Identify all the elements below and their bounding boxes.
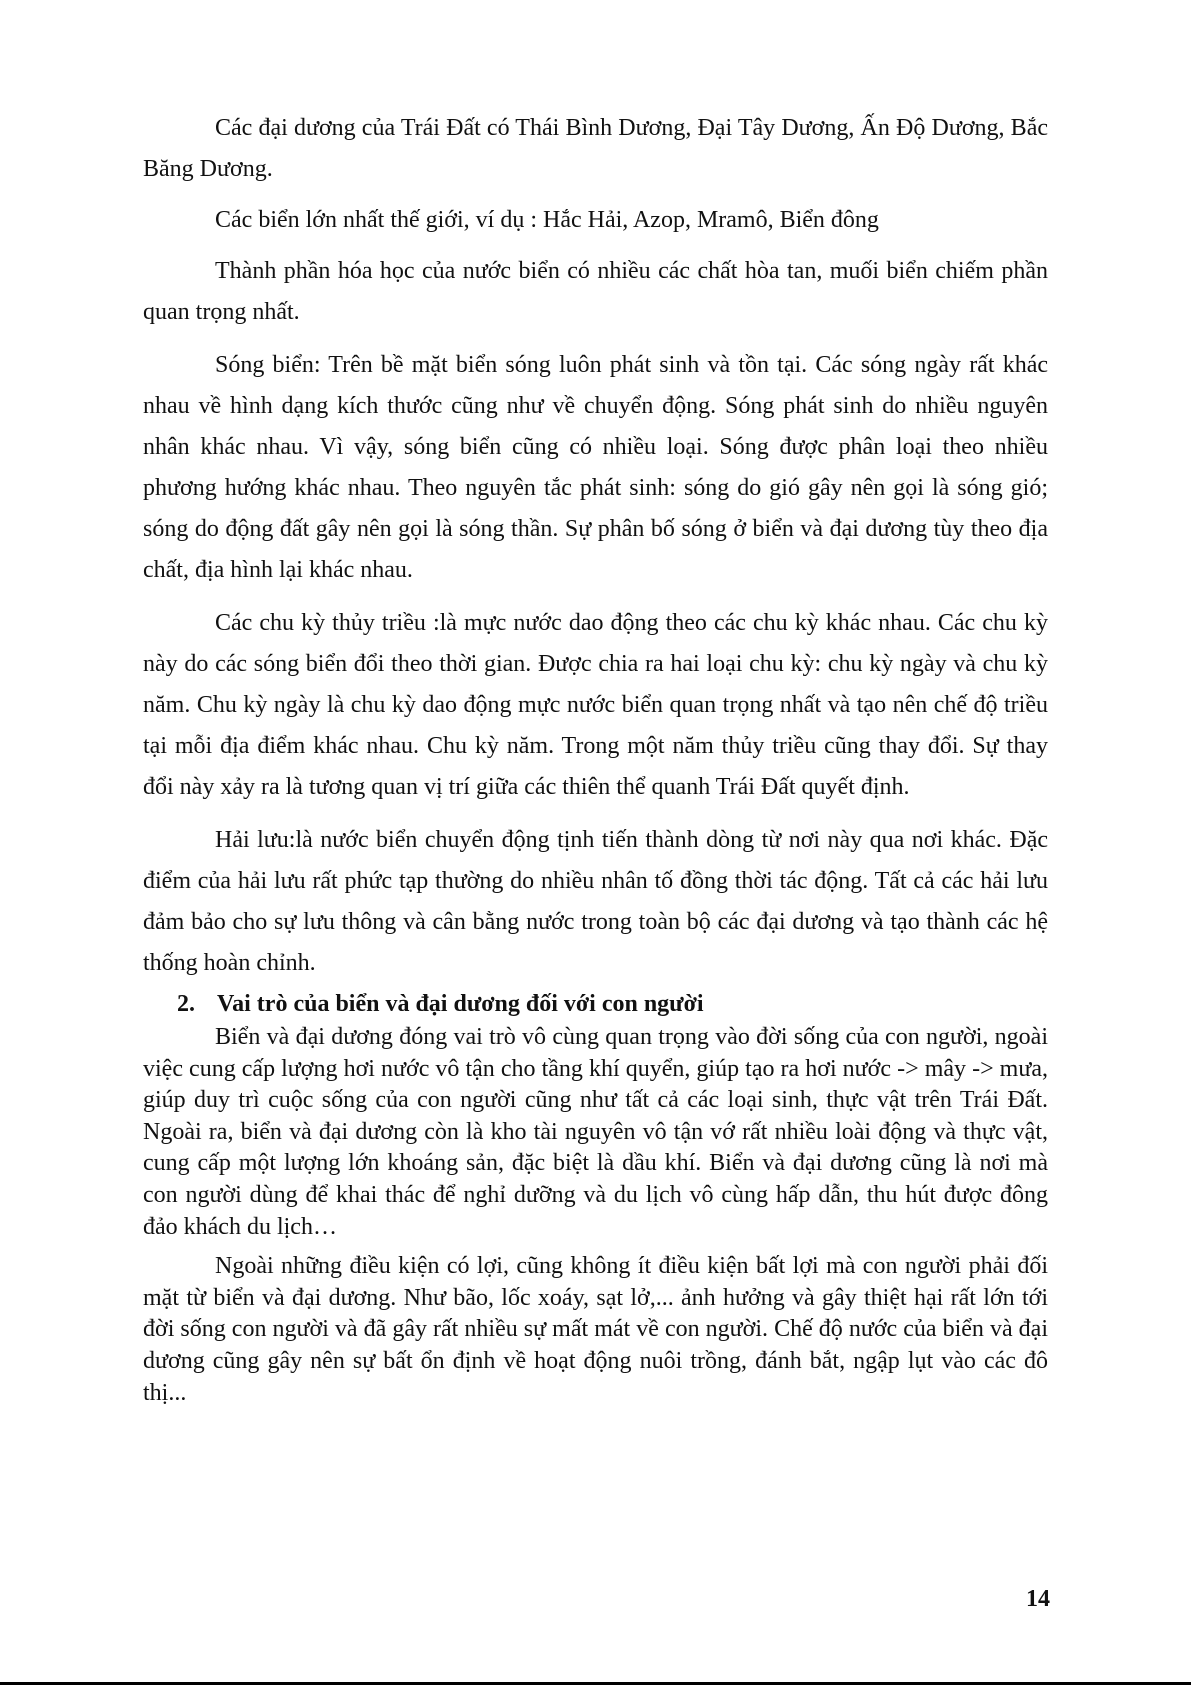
paragraph-role-of-seas: Biển và đại dương đóng vai trò vô cùng quan trọng vào đời sống của con người, ngoài việc cung cấp lượng hơi nước vô tận cho tầng khí quyển, giúp tạo ra hơi nước -> mây -> mưa, giúp duy trì cuộc sống của con người cũng như tất cả các loại sinh, thực vật trên Trái Đất. Ngoài ra, biển và đại dương còn là kho tài nguyên vô tận vớ rất nhiều loài động và thực vật, cung cấp một lượng lớn khoáng sản, đặc biệt là dầu khí. Biển và đại dương cũng là nơi mà con người dùng để khai thác để nghỉ dưỡng và du lịch vô cùng hấp dẫn, thu hút được đông đảo khách du lịch… [143,1024,1048,1240]
document-page [143,108,1048,1417]
paragraph-tide-cycles: Các chu kỳ thủy triều :là mực nước dao động theo các chu kỳ khác nhau. Các chu kỳ này do các sóng biển đổi theo thời gian. Được chia ra hai loại chu kỳ: chu kỳ ngày và chu kỳ năm. Chu kỳ ngày là chu kỳ dao động mực nước biển quan trọng nhất và tạo nên chế độ triều tại mỗi địa điểm khác nhau. Chu kỳ năm. Trong một năm thủy triều cũng thay đổi. Sự thay đổi này xảy ra là tương quan vị trí giữa các thiên thể quanh Trái Đất quyết định. [143,610,1048,800]
paragraph-largest-seas: Các biển lớn nhất thế giới, ví dụ : Hắc Hải, Azop, Mramô, Biển đông [215,207,879,233]
section-number: 2. [177,991,195,1017]
paragraph-disadvantages: Ngoài những điều kiện có lợi, cũng không ít điều kiện bất lợi mà con người phải đối mặt từ biển và đại dương. Như bão, lốc xoáy, sạt lở,... ảnh hưởng và gây thiệt hại rất lớn tới đời sống con người và đã gây rất nhiều sự mất mát về con người. Chế độ nước của biển và đại dương cũng gây nên sự bất ổn định về hoạt động nuôi trồng, đánh bắt, ngập lụt vào các đô thị... [143,1253,1048,1406]
section-title: Vai trò của biển và đại dương đối với con người [217,991,704,1017]
section-heading [177,986,1048,1022]
page-number: 14 [1026,1586,1050,1612]
paragraph-sea-waves: Sóng biển: Trên bề mặt biển sóng luôn phát sinh và tồn tại. Các sóng ngày rất khác nhau về hình dạng kích thước cũng như về chuyển động. Sóng phát sinh do nhiều nguyên nhân khác nhau. Vì vậy, sóng biển cũng có nhiều loại. Sóng được phân loại theo nhiều phương hướng khác nhau. Theo nguyên tắc phát sinh: sóng do gió gây nên gọi là sóng gió; sóng do động đất gây nên gọi là sóng thần. Sự phân bố sóng ở biển và đại dương tùy theo địa chất, địa hình lại khác nhau. [143,352,1048,583]
paragraph-oceans: Các đại dương của Trái Đất có Thái Bình Dương, Đại Tây Dương, Ấn Độ Dương, Bắc Băng Dương. [143,115,1048,182]
paragraph-ocean-currents: Hải lưu:là nước biển chuyển động tịnh tiến thành dòng từ nơi này qua nơi khác. Đặc điểm của hải lưu rất phức tạp thường do nhiều nhân tố đồng thời tác động. Tất cả các hải lưu đảm bảo cho sự lưu thông và cân bằng nước trong toàn bộ các đại dương và tạo thành các hệ thống hoàn chỉnh. [143,827,1048,976]
paragraph-seawater-composition: Thành phần hóa học của nước biển có nhiều các chất hòa tan, muối biển chiếm phần quan trọng nhất. [143,258,1048,325]
